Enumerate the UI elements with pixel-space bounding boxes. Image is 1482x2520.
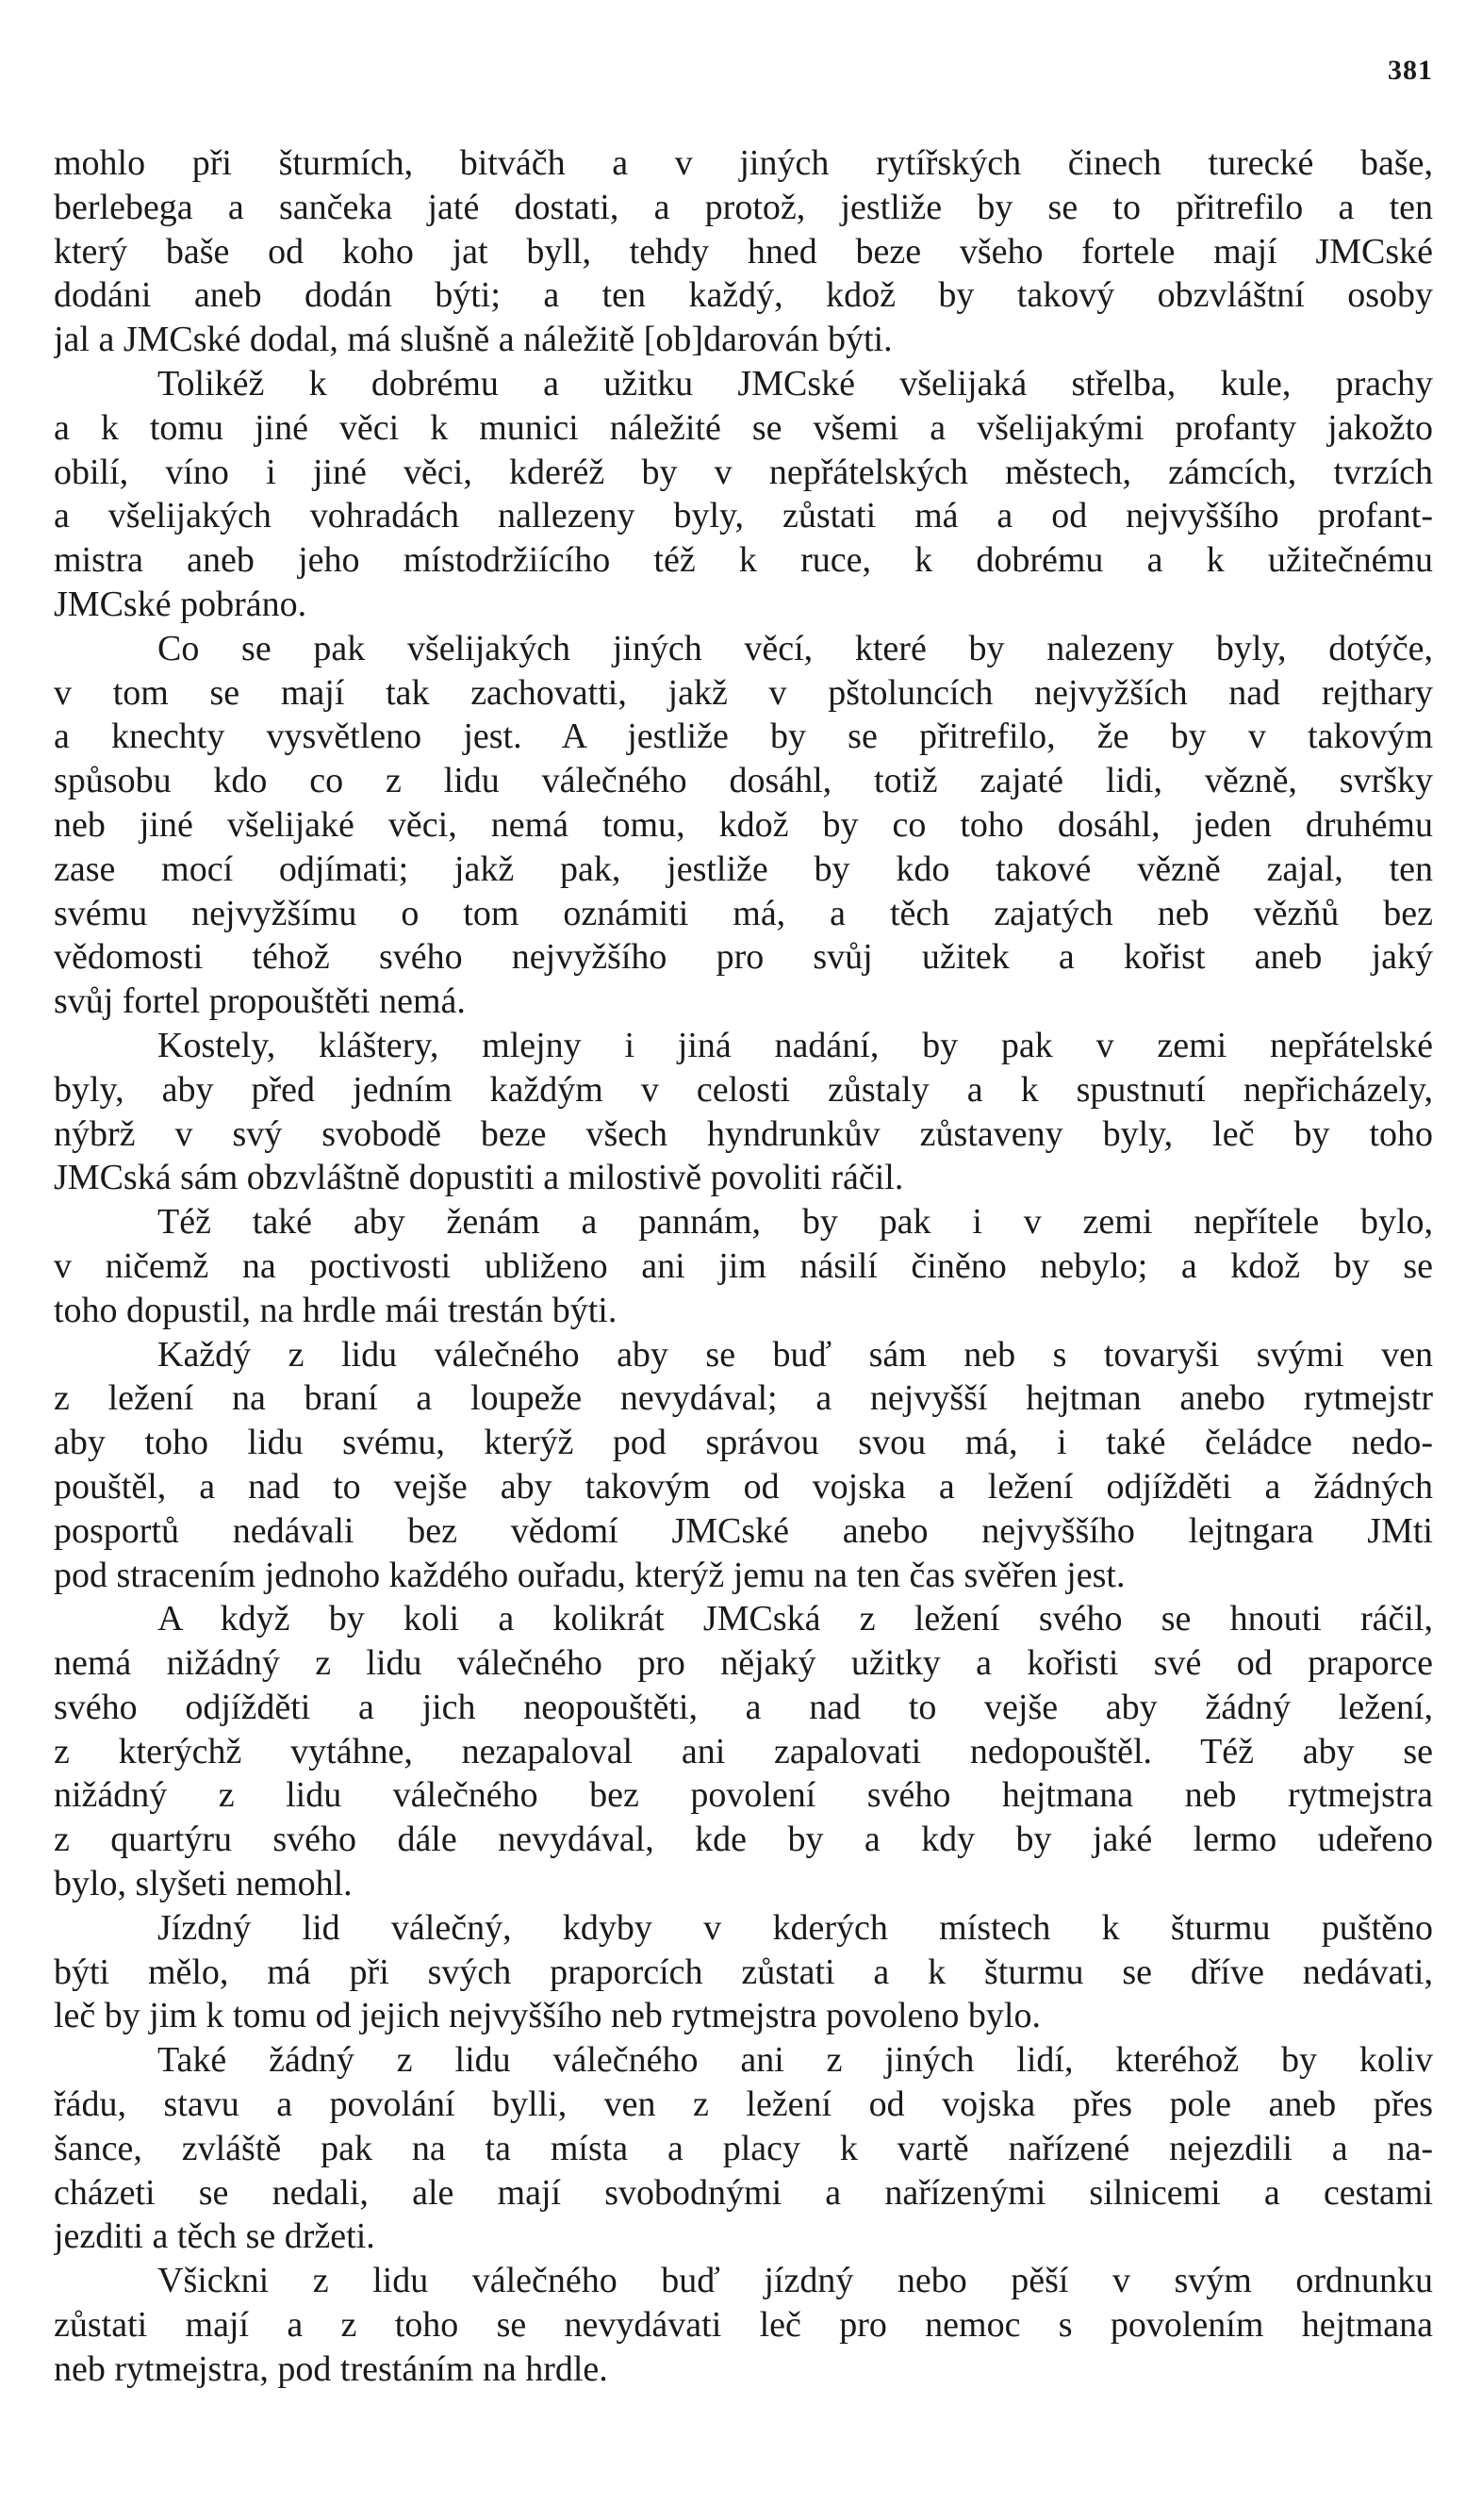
- text-line: jal a JMCské dodal, má slušně a náležitě [ob]darován býti.: [54, 320, 893, 360]
- text-line: pouštěl, a nad to vejše aby takovým od vojska a ležení odjížděti a žádných: [54, 1466, 1433, 1507]
- paragraph: [54, 2259, 1433, 2391]
- text-line: Tolikéž k dobrému a užitku JMCské všelijaká střelba, kule, prachy: [157, 363, 1433, 404]
- text-line: obilí, víno i jiné věci, kderéž by v nepřátelských městech, zámcích, tvrzích: [54, 452, 1433, 492]
- text-line: toho dopustil, na hrdle mái trestán býti.: [54, 1290, 618, 1330]
- paragraph: [54, 627, 1433, 1024]
- paragraph: [54, 1906, 1433, 2038]
- text-line: Všickni z lidu válečného buď jízdný nebo pěší v svým ordnunku: [157, 2261, 1433, 2301]
- text-line: Také žádný z lidu válečného ani z jiných lidí, kteréhož by koliv: [157, 2040, 1433, 2081]
- text-line: v ničemž na poctivosti ubliženo ani jim násilí činěno nebylo; a kdož by se: [54, 1245, 1433, 1286]
- text-line: Co se pak všelijakých jiných věcí, které by nalezeny byly, dotýče,: [157, 628, 1433, 668]
- text-line: neb rytmejstra, pod trestáním na hrdle.: [54, 2348, 608, 2389]
- text-line: Každý z lidu válečného aby se buď sám neb s tovaryši svými ven: [157, 1334, 1433, 1375]
- text-line: cházeti se nedali, ale mají svobodnými a nařízenými silnicemi a cestami: [54, 2172, 1433, 2213]
- text-line: zůstati mají a z toho se nevydávati leč pro nemoc s povolením hejtmana: [54, 2305, 1433, 2346]
- text-line: svému nejvyžšímu o tom oznámiti má, a těch zajatých neb vězňů bez: [54, 893, 1433, 933]
- text-line: berlebega a sančeka jaté dostati, a protož, jestliže by se to přitrefilo a ten: [54, 187, 1433, 227]
- text-line: z kterýchž vytáhne, nezapaloval ani zapalovati nedopouštěl. Též aby se: [54, 1731, 1433, 1771]
- text-line: mohlo při šturmích, bitváčh a v jiných rytířských činech turecké baše,: [54, 143, 1433, 183]
- text-line: JMCská sám obzvláštně dopustiti a milostivě povoliti ráčil.: [54, 1158, 904, 1198]
- body-text: [54, 141, 1433, 2392]
- text-line: který baše od koho jat byll, tehdy hned beze všeho fortele mají JMCské: [54, 231, 1433, 272]
- text-line: a všelijakých vohradách nallezeny byly, zůstati má a od nejvyššího profant-: [54, 496, 1433, 536]
- text-line: Jízdný lid válečný, kdyby v kderých místech k šturmu puštěno: [157, 1907, 1433, 1948]
- text-line: a knechty vysvětleno jest. A jestliže by se přitrefilo, že by v takovým: [54, 716, 1433, 757]
- text-line: nemá nižádný z lidu válečného pro nějaký užitky a kořisti své od praporce: [54, 1643, 1433, 1684]
- paragraph: [54, 141, 1433, 362]
- text-line: byly, aby před jedním každým v celosti zůstaly a k spustnutí nepřicházely,: [54, 1069, 1433, 1110]
- page-number: 381: [1388, 55, 1433, 86]
- paragraph: [54, 1200, 1433, 1332]
- text-line: spůsobu kdo co z lidu válečného dosáhl, totiž zajaté lidi, vězně, svršky: [54, 761, 1433, 801]
- text-line: z ležení na braní a loupeže nevydával; a nejvyšší hejtman anebo rytmejstr: [54, 1378, 1433, 1419]
- text-line: šance, zvláště pak na ta místa a placy k vartě nařízené nejezdili a na-: [54, 2128, 1433, 2168]
- text-line: Též také aby ženám a pannám, by pak i v zemi nepřítele bylo,: [157, 1202, 1433, 1243]
- paragraph: [54, 1333, 1433, 1598]
- paragraph: [54, 1597, 1433, 1906]
- text-line: v tom se mají tak zachovatti, jakž v pštoluncích nejvyžších nad rejthary: [54, 672, 1433, 713]
- text-line: svůj fortel propouštěti nemá.: [54, 981, 466, 1022]
- text-line: Kostely, kláštery, mlejny i jiná nadání, by pak v zemi nepřátelské: [157, 1025, 1433, 1065]
- text-line: z quartýru svého dále nevydával, kde by a kdy by jaké lermo udeřeno: [54, 1820, 1433, 1860]
- text-line: svého odjížděti a jich neopouštěti, a nad to vejše aby žádný ležení,: [54, 1687, 1433, 1727]
- text-line: a k tomu jiné věci k munici náležité se všemi a všelijakými profanty jakožto: [54, 407, 1433, 448]
- text-line: leč by jim k tomu od jejich nejvyššího neb rytmejstra povoleno bylo.: [54, 1996, 1041, 2036]
- paragraph: [54, 2038, 1433, 2259]
- paragraph: [54, 1024, 1433, 1200]
- text-line: A když by koli a kolikrát JMCská z ležení svého se hnouti ráčil,: [157, 1599, 1433, 1639]
- text-line: JMCské pobráno.: [54, 584, 307, 624]
- text-line: jezditi a těch se držeti.: [54, 2216, 375, 2257]
- text-line: zase mocí odjímati; jakž pak, jestliže by kdo takové vězně zajal, ten: [54, 848, 1433, 889]
- text-line: vědomosti téhož svého nejvyžšího pro svůj užitek a kořist aneb jaký: [54, 937, 1433, 978]
- text-line: dodáni aneb dodán býti; a ten každý, kdož by takový obzvláštní osoby: [54, 275, 1433, 316]
- text-line: řádu, stavu a povolání bylli, ven z ležení od vojska přes pole aneb přes: [54, 2084, 1433, 2125]
- text-line: bylo, slyšeti nemohl.: [54, 1864, 353, 1904]
- text-line: býti mělo, má při svých praporcích zůstati a k šturmu se dříve nedávati,: [54, 1952, 1433, 1992]
- text-line: pod stracením jednoho každého ouřadu, kterýž jemu na ten čas svěřen jest.: [54, 1555, 1126, 1595]
- text-line: neb jiné všelijaké věci, nemá tomu, kdož by co toho dosáhl, jeden druhému: [54, 804, 1433, 845]
- text-line: mistra aneb jeho místodržiícího též k ruce, k dobrému a k užitečnému: [54, 540, 1433, 581]
- text-line: nižádný z lidu válečného bez povolení svého hejtmana neb rytmejstra: [54, 1775, 1433, 1816]
- text-line: nýbrž v svý svobodě beze všech hyndrunkův zůstaveny byly, leč by toho: [54, 1113, 1433, 1154]
- text-line: aby toho lidu svému, kterýž pod správou svou má, i také čeládce nedo-: [54, 1423, 1433, 1463]
- paragraph: [54, 362, 1433, 627]
- text-line: posportů nedávali bez vědomí JMCské anebo nejvyššího lejtngara JMti: [54, 1510, 1433, 1551]
